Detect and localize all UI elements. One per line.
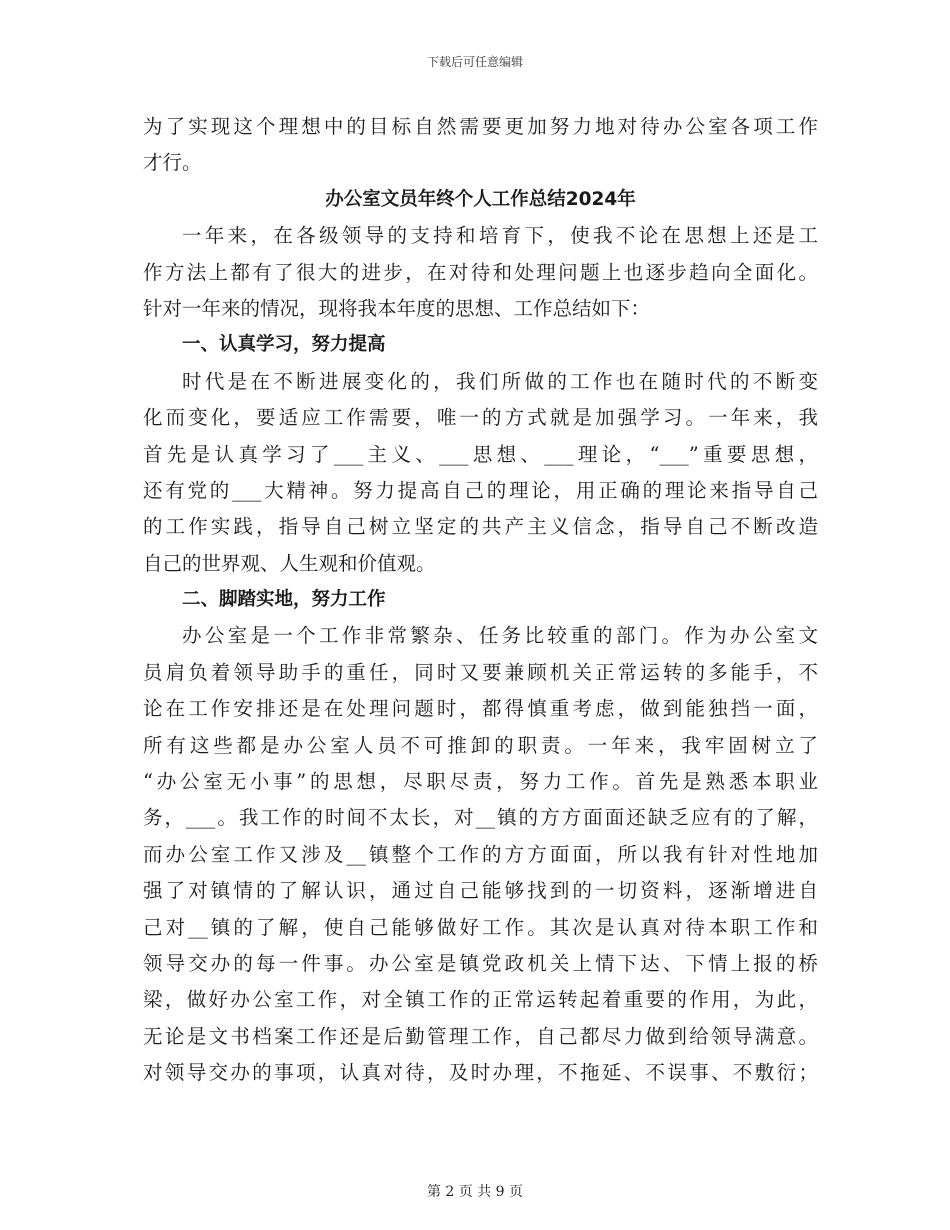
document-title: 办公室文员年终个人工作总结2024年 (325, 188, 636, 210)
paragraph-line: 所有这些都是办公室人员不可推卸的职责。一年来，我牢固树立了 (143, 733, 818, 757)
page-header: 下载后可任意编辑 (426, 55, 523, 69)
paragraph-line: 员肩负着领导助手的重任，同时又要兼顾机关正常运转的多能手，不 (143, 660, 818, 684)
paragraph-line: 才行。 (143, 151, 202, 175)
paragraph-line: 作方法上都有了很大的进步，在对待和处理问题上也逐步趋向全面化。 (143, 260, 818, 284)
paragraph-line: 梁，做好办公室工作，对全镇工作的正常运转起着重要的作用，为此， (143, 988, 818, 1012)
paragraph-line: 化而变化，要适应工作需要，唯一的方式就是加强学习。一年来，我 (143, 406, 818, 430)
paragraph-line: 己对__镇的了解，使自己能够做好工作。其次是认真对待本职工作和 (143, 915, 818, 939)
paragraph-line: 无论是文书档案工作还是后勤管理工作，自己都尽力做到给领导满意。 (143, 1024, 818, 1048)
section-heading: 二、脚踏实地，努力工作 (182, 589, 386, 611)
page-footer: 第 2 页 共 9 页 (426, 1184, 524, 1200)
paragraph-line: “办公室无小事”的思想，尽职尽责，努力工作。首先是熟悉本职业 (143, 770, 818, 794)
paragraph-line: 一年来，在各级领导的支持和培育下，使我不论在思想上还是工 (182, 224, 818, 248)
paragraph-line: 对领导交办的事项，认真对待，及时办理，不拖延、不误事、不敷衍； (143, 1061, 818, 1085)
paragraph-line: 的工作实践，指导自己树立坚定的共产主义信念，指导自己不断改造 (143, 515, 818, 539)
paragraph-line: 针对一年来的情况，现将我本年度的思想、工作总结如下： (143, 296, 651, 320)
paragraph-line: 领导交办的每一件事。办公室是镇党政机关上情下达、下情上报的桥 (143, 951, 818, 975)
paragraph-line: 为了实现这个理想中的目标自然需要更加努力地对待办公室各项工作 (143, 115, 818, 138)
paragraph-line: 务，___。我工作的时间不太长，对__镇的方方面面还缺乏应有的了解， (143, 806, 818, 830)
paragraph-line: 自己的世界观、人生观和价值观。 (143, 551, 436, 575)
paragraph-line: 时代是在不断进展变化的，我们所做的工作也在随时代的不断变 (182, 369, 818, 393)
paragraph-line: 强了对镇情的了解认识，通过自己能够找到的一切资料，逐渐增进自 (143, 879, 818, 903)
section-heading: 一、认真学习，努力提高 (182, 334, 386, 356)
paragraph-line: 而办公室工作又涉及__镇整个工作的方方面面，所以我有针对性地加 (143, 842, 818, 866)
paragraph-line: 首先是认真学习了___主义、___思想、___理论，“___”重要思想， (143, 442, 818, 466)
paragraph-line: 办公室是一个工作非常繁杂、任务比较重的部门。作为办公室文 (182, 624, 818, 648)
document-body (143, 109, 818, 1092)
paragraph-line: 还有党的___大精神。努力提高自己的理论，用正确的理论来指导自己 (143, 478, 818, 502)
paragraph-line: 论在工作安排还是在处理问题时，都得慎重考虑，做到能独挡一面， (143, 697, 818, 721)
